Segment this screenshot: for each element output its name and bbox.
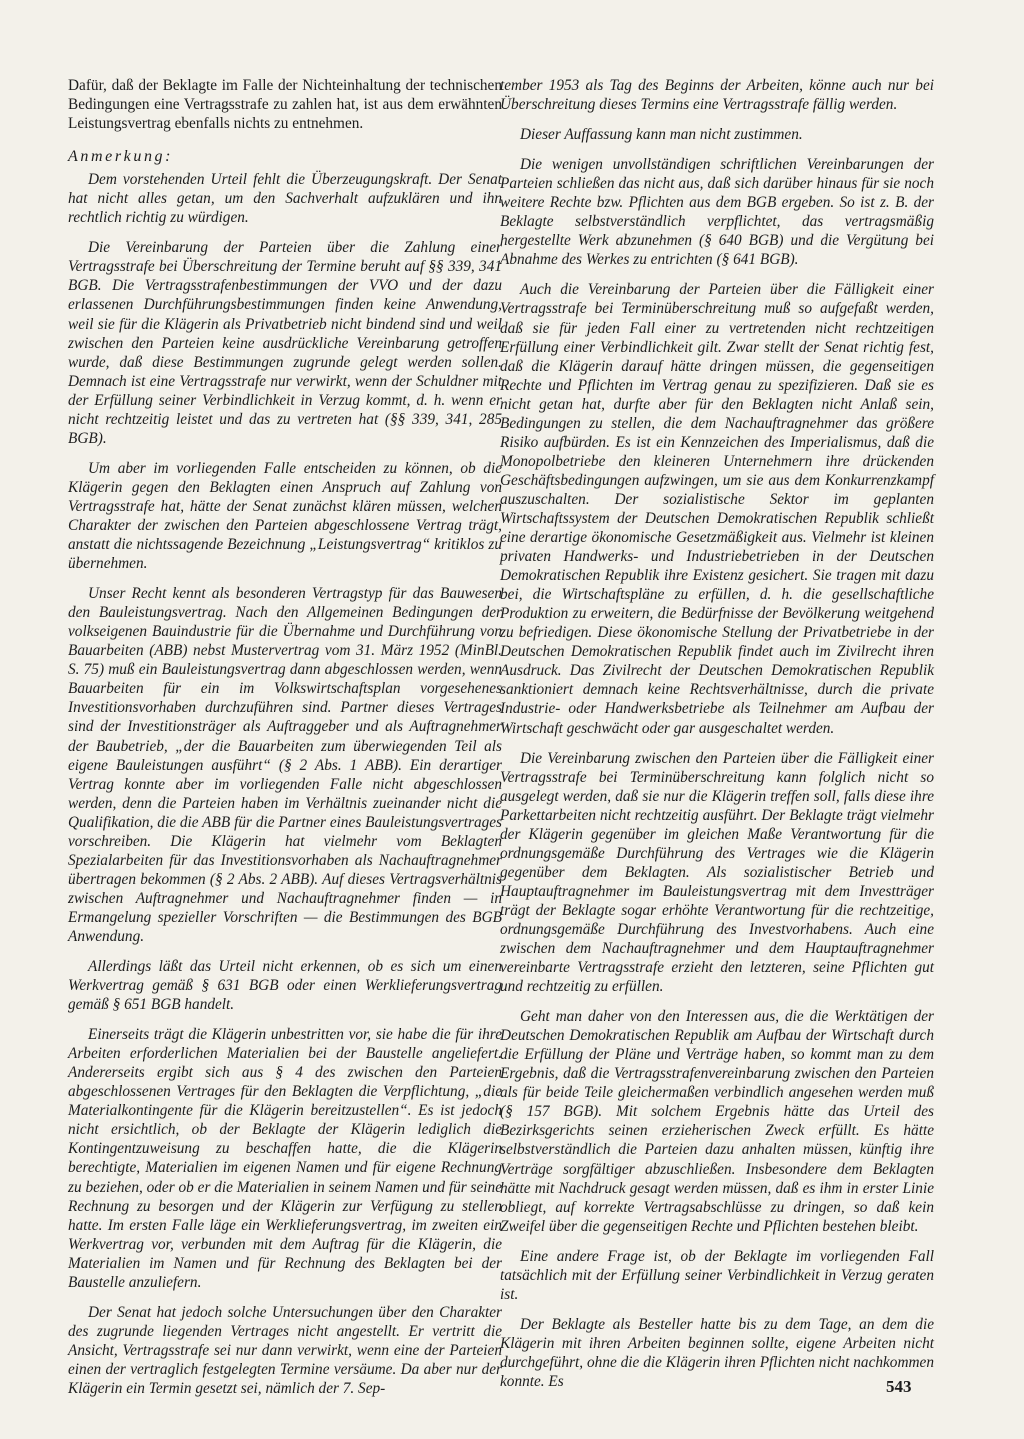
paragraph: Unser Recht kennt als besonderen Vertragstyp für das Bauwesen den Bauleistungsvertrag. Nach den Allgemeinen Bedingungen der volkseigenen Bauindustrie für die Übernahme und Durchführung von Bauarbeiten (ABB) nebst Mustervertrag vom 31. März 1952 (MinBl. S. 75) muß ein Bauleistungsvertrag dann abgeschlossen werden, wenn Bauarbeiten für ein im Volkswirtschaftsplan vorgesehenes Investitionsvorhaben durchzuführen sind. Partner dieses Vertrages sind der Investitionsträger als Auftraggeber und als Auftragnehmer der Baubetrieb, „der die Bauarbeiten zum überwiegenden Teil als eigene Bauleistungen ausführt“ (§ 2 Abs. 1 ABB). Ein derartiger Vertrag konnte aber im vorliegenden Falle nicht abgeschlossen werden, denn die Parteien haben im Verhältnis zueinander nicht die Qualifikation, die die ABB für die Partner eines Bauleistungsvertrages vorschreiben. Die Klägerin hat vielmehr vom Beklagten Spezialarbeiten für das Investitionsvorhaben als Nachauftragnehmer übertragen bekommen (§ 2 Abs. 2 ABB). Auf dieses Vertragsverhältnis zwischen Auftragnehmer und Nachauftragnehmer finden — in Ermangelung spezieller Vorschriften — die Bestimmungen des BGB Anwendung. (68, 585, 502, 945)
paragraph: Die Vereinbarung zwischen den Parteien über die Fälligkeit einer Vertragsstrafe bei Terminüberschreitung kann folglich nicht so ausgelegt werden, daß sie nur die Klägerin treffen soll, falls diese ihre Parkettarbeiten nicht rechtzeitig ausführt. Der Beklagte trägt vielmehr der Klägerin gegenüber im gleichen Maße Verantwortung für die ordnungsgemäße Durchführung des Vertrages wie die Klägerin gegenüber dem Beklagten. Als sozialistischer Betrieb und Hauptauftragnehmer im Bauleistungsvertrag mit dem Investträger trägt der Beklagte sogar erhöhte Verantwortung für die rechtzeitige, ordnungsgemäße Durchführung des Investvorhabens. Auch eine zwischen dem Nachauftragnehmer und dem Hauptauftragnehmer vereinbarte Vertragsstrafe erzieht den letzteren, seine Pflichten gut und rechtzeitig zu erfüllen. (500, 749, 934, 996)
paragraph: Dafür, daß der Beklagte im Falle der Nichteinhaltung der technischen Bedingungen eine Vertragsstrafe zu zahlen hat, ist aus dem erwähnten Leistungsvertrag ebenfalls nichts zu entnehmen. (68, 77, 502, 133)
section-heading: Anmerkung: (68, 148, 174, 166)
paragraph: Der Senat hat jedoch solche Untersuchungen über den Charakter des zugrunde liegenden Vertrages nicht angestellt. Er vertritt die Ansicht, Vertragsstrafe sei nur dann verwirkt, wenn eine der Parteien einen der vertraglich festgelegten Termine versäume. Da aber nur der Klägerin ein Termin gesetzt sei, nämlich der 7. Sep- (68, 1303, 502, 1397)
paragraph: Dem vorstehenden Urteil fehlt die Überzeugungskraft. Der Senat hat nicht alles getan, um den Sachverhalt aufzuklären und ihn rechtlich richtig zu würdigen. (68, 171, 502, 227)
paragraph: Der Beklagte als Besteller hatte bis zu dem Tage, an dem die Klägerin mit ihren Arbeiten beginnen sollte, eigene Arbeiten nicht durchgeführt, ohne die die Klägerin ihren Pflichten nicht nachkommen konnte. Es (500, 1315, 934, 1390)
paragraph: tember 1953 als Tag des Beginns der Arbeiten, könne auch nur bei Überschreitung dieses Termins eine Vertragsstrafe fällig werden. (500, 77, 934, 114)
left-column (68, 76, 502, 1409)
paragraph: Die Vereinbarung der Parteien über die Zahlung einer Vertragsstrafe bei Überschreitung der Termine beruht auf §§ 339, 341 BGB. Die Vertragsstrafenbestimmungen der VVO und der dazu erlassenen Durchführungsbestimmungen finden keine Anwendung, weil sie für die Klägerin als Privatbetrieb nicht bindend sind und weil zwischen den Parteien keine ausdrückliche Vereinbarung getroffen wurde, daß diese Bestimmungen zugrunde gelegt werden sollen. Demnach ist eine Vertragsstrafe nur verwirkt, wenn der Schuldner mit der Erfüllung seiner Verbindlichkeit in Verzug kommt, d. h. wenn er nicht rechtzeitig leistet und das zu vertreten hat (§§ 339, 341, 285 BGB). (68, 239, 502, 447)
paragraph: Allerdings läßt das Urteil nicht erkennen, ob es sich um einen Werkvertrag gemäß § 631 BGB oder einen Werklieferungsvertrag gemäß § 651 BGB handelt. (68, 958, 502, 1014)
right-column (500, 76, 934, 1402)
paragraph: Auch die Vereinbarung der Parteien über die Fälligkeit einer Vertragsstrafe bei Terminüberschreitung muß so aufgefaßt werden, daß sie für jeden Fall einer zu vertretenden nicht rechtzeitigen Erfüllung einer Verbindlichkeit gilt. Zwar stellt der Senat richtig fest, daß die Klägerin darauf hätte dringen müssen, die gegenseitigen Rechte und Pflichten im Vertrag genau zu spezifizieren. Daß sie es nicht getan hat, durfte aber für den Beklagten nicht Anlaß sein, Bedingungen zu stellen, die dem Nachauftragnehmer das größere Risiko aufbürden. Es ist ein Kennzeichen des Imperialismus, daß die Monopolbetriebe den kleineren Unternehmern ihre drückenden Geschäftsbedingungen aufzwingen, um sie aus dem Konkurrenzkampf auszuschalten. Der sozialistische Sektor im geplanten Wirtschaftssystem der Deutschen Demokratischen Republik schließt eine derartige ökonomische Gesetzmäßigkeit aus. Vielmehr ist kleinen privaten Handwerks- und Industriebetrieben in der Deutschen Demokratischen Republik ihre Existenz gesichert. Sie tragen mit dazu bei, die Wirtschaftspläne zu erfüllen, d. h. die gesellschaftliche Produktion zu erweitern, die Bedürfnisse der Bevölkerung weitgehend zu befriedigen. Diese ökonomische Stellung der Privatbetriebe in der Deutschen Demokratischen Republik findet auch im Zivilrecht ihren Ausdruck. Das Zivilrecht der Deutschen Demokratischen Republik sanktioniert demnach keine Rechtsverhältnisse, durch die private Industrie- oder Handwerksbetriebe als Teilnehmer am Aufbau der Wirtschaft geschwächt oder gar ausgeschaltet werden. (500, 281, 934, 737)
page-number: 543 (886, 1377, 912, 1396)
paragraph: Geht man daher von den Interessen aus, die die Werktätigen der Deutschen Demokratischen Republik am Aufbau der Wirtschaft durch die Erfüllung der Pläne und Verträge haben, so kommt man zu dem Ergebnis, daß die Vertragsstrafenvereinbarung zwischen den Parteien als für beide Teile gleichermaßen verbindlich angesehen werden muß (§ 157 BGB). Mit solchem Ergebnis hätte das Urteil des Bezirksgerichts seinen erzieherischen Zweck erfüllt. Es hätte selbstverständlich die Parteien dazu anhalten müssen, künftig ihre Verträge sorgfältiger abzuschließen. Insbesondere dem Beklagten hätte mit Nachdruck gesagt werden müssen, daß es ihm in erster Linie obliegt, auf korrekte Vertragsabschlüsse zu dringen, so daß kein Zweifel über die gegenseitigen Rechte und Pflichten bestehen bleibt. (500, 1008, 934, 1235)
paragraph: Um aber im vorliegenden Falle entscheiden zu können, ob die Klägerin gegen den Beklagten einen Anspruch auf Zahlung von Vertragsstrafe hat, hätte der Senat zunächst klären müssen, welchen Charakter der zwischen den Parteien abgeschlossene Vertrag trägt, anstatt die nichtssagende Bezeichnung „Leistungsvertrag“ kritiklos zu übernehmen. (68, 459, 502, 573)
paragraph: Die wenigen unvollständigen schriftlichen Vereinbarungen der Parteien schließen das nicht aus, daß sich darüber hinaus für sie noch weitere Rechte bzw. Pflichten aus dem BGB ergeben. So ist z. B. der Beklagte selbstverständlich verpflichtet, das vertragsmäßig hergestellte Werk abzunehmen (§ 640 BGB) und die Vergütung bei Abnahme des Werkes zu entrichten (§ 641 BGB). (500, 156, 934, 269)
paragraph: Eine andere Frage ist, ob der Beklagte im vorliegenden Fall tatsächlich mit der Erfüllung seiner Verbindlichkeit in Verzug geraten ist. (500, 1247, 934, 1303)
paragraph: Dieser Auffassung kann man nicht zustimmen. (520, 126, 803, 144)
paragraph: Einerseits trägt die Klägerin unbestritten vor, sie habe die für ihre Arbeiten erforderlichen Materialien bei der Baustelle angeliefert. Andererseits ergibt sich aus § 4 des zwischen den Parteien abgeschlossenen Vertrages für den Beklagten die Verpflichtung, „die Materialkontingente für die Klägerin bereitzustellen“. Es ist jedoch nicht ersichtlich, ob der Beklagte der Klägerin lediglich die Kontingentzuweisung zu beschaffen hatte, die die Klägerin berechtigte, Materialien im eigenen Namen und für eigene Rechnung zu beziehen, oder ob er die Materialien in seinem Namen und für seine Rechnung zu besorgen und der Klägerin zur Verfügung zu stellen hatte. Im ersten Falle läge ein Werklieferungsvertrag, im zweiten ein Werkvertrag vor, verbunden mit dem Auftrag für die Klägerin, die Materialien im Namen und für Rechnung des Beklagten bei der Baustelle anzuliefern. (68, 1026, 502, 1291)
